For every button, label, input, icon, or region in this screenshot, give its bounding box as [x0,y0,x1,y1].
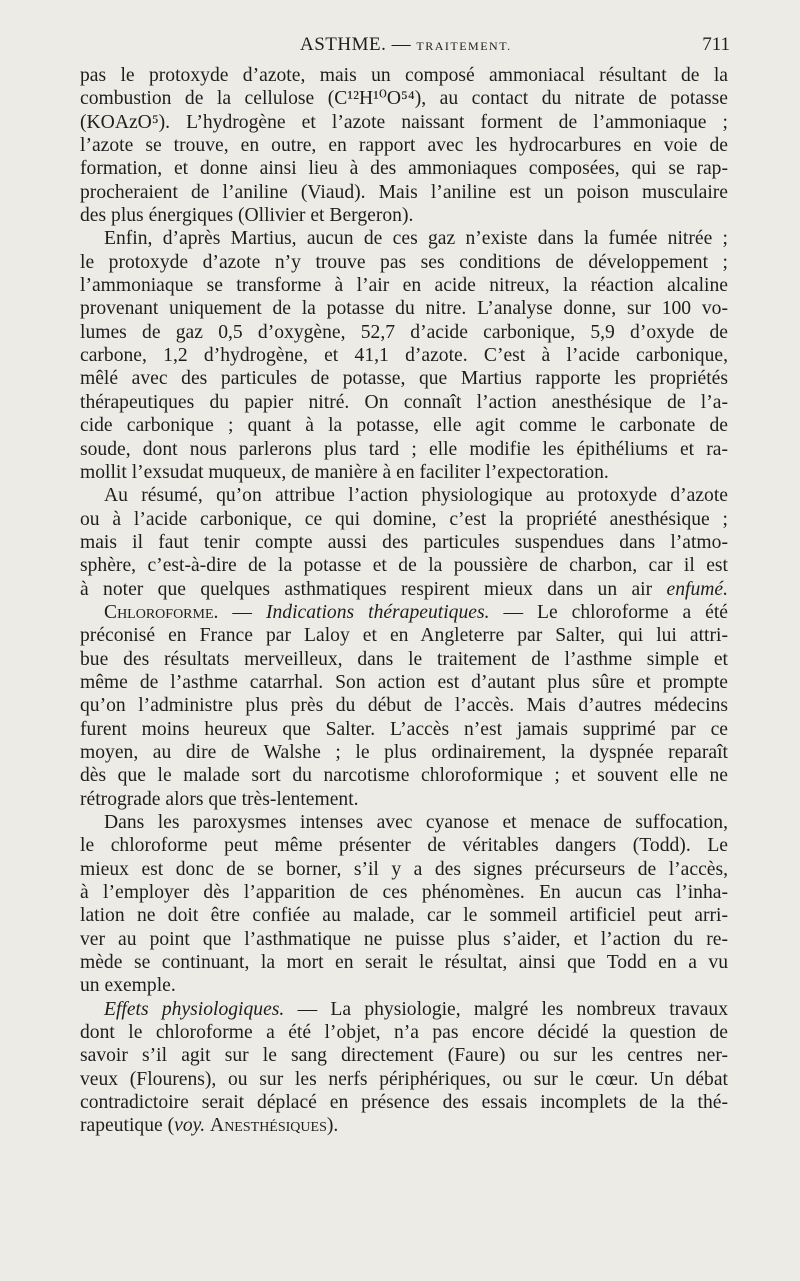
text-line: mais il faut tenir compte aussi des particules suspendues dans l’atmo- [80,531,728,553]
text-line: l’ammoniaque se transforme à l’air en acide nitreux, la réaction alcaline [80,275,728,297]
text-line: des plus énergiques (Ollivier et Bergeron). [80,205,414,227]
text-run: — Le chloroforme a été [489,601,728,623]
text-line: un exemple. [80,975,176,997]
text-line: Au résumé, qu’on attribue l’action physiologique au protoxyde d’azote [104,485,728,507]
text-line: soude, dont nous parlerons plus tard ; elle modifie les épithéliums et ra- [80,438,728,460]
page-body [80,64,728,1138]
text-line: ou à l’acide carbonique, ce qui domine, c’est la propriété anesthésique ; [80,508,728,530]
text-line: Dans les paroxysmes intenses avec cyanose et menace de suffocation, [104,812,728,833]
text-line: mède se continuant, la mort en serait le résultat, ainsi que Todd en a vu [80,952,728,974]
running-title [300,34,512,56]
text-line: furent moins heureux que Salter. L’accès n’est jamais supprimé par ce [80,718,728,740]
text-line: savoir s’il agit sur le sang directement (Faure) ou sur les centres ner- [80,1045,728,1067]
title-main: ASTHME. [300,34,387,55]
subsection-heading: Indications thérapeutiques. [265,601,490,623]
paragraph-3 [80,484,728,601]
text-run: ). [326,1115,339,1137]
title-sub: TRAITEMENT. [416,39,512,53]
text-line: moyen, au dire de Walshe ; le plus ordinairement, la dyspnée reparaît [80,741,728,763]
text-line: dont le chloroforme a été l’objet, n’a pas encore décidé la question de [80,1022,728,1044]
text-line [80,578,728,601]
italic-word: voy. [174,1115,206,1137]
cross-reference: Anesthésiques [210,1115,327,1137]
text-line: Enfin, d’après Martius, aucun de ces gaz n’existe dans la fumée nitrée ; [104,228,728,250]
text-line: mollit l’exsudat muqueux, de manière à en faciliter l’expectoration. [80,461,609,483]
text-line: préconisé en France par Laloy et en Angleterre par Salter, qui lui attri- [80,625,728,647]
section-heading: Chloroforme. [104,601,219,623]
paragraph-2 [80,227,728,484]
paragraph-effets [80,998,728,1138]
text-line: bue des résultats merveilleux, dans le traitement de l’asthme simple et [80,648,728,670]
text-line: le chloroforme peut même présenter de véritables dangers (Todd). Le [80,835,728,857]
paragraph-5 [80,811,728,998]
text-line: (KOAzO⁵). L’hydrogène et l’azote naissant forment de l’ammoniaque ; [80,111,728,133]
text-line: contradictoire serait déplacé en présence des essais incomplets de la thé- [80,1092,728,1114]
text-line: dès que le malade sort du narcotisme chloroformique ; et souvent elle ne [80,765,728,787]
text-line: mieux est donc de se borner, s’il y a des signes précurseurs de l’accès, [80,858,728,880]
dash: — [218,601,266,623]
text-line: à l’employer dès l’apparition de ces phénomènes. En aucun cas l’inha- [80,882,728,904]
text-line: qu’on l’administre plus près du début de l’accès. Mais d’autres médecins [80,695,728,717]
text-line: rétrograde alors que très-lentement. [80,788,359,810]
text-line: sphère, c’est-à-dire de la potasse et de la poussière de charbon, car il est [80,555,728,577]
text-line [80,1114,728,1137]
text-line: même de l’asthme catarrhal. Son action est d’autant plus sûre et prompte [80,671,728,693]
text-line: provenant uniquement de la potasse du nitre. L’analyse donne, sur 100 vo- [80,298,728,320]
title-separator: — [386,34,417,55]
text-line: thérapeutiques du papier nitré. On connaît l’action anesthésique de l’a- [80,391,728,413]
text-run: — La physiologie, malgré les nombreux travaux [284,998,728,1020]
text-run: à noter que quelques asthmatiques respirent mieux dans un air [80,578,653,600]
text-line: lation ne doit être confiée au malade, car le sommeil artificiel peut arri- [80,905,728,927]
text-line: lumes de gaz 0,5 d’oxygène, 52,7 d’acide carbonique, 5,9 d’oxyde de [80,321,728,343]
text-line: le protoxyde d’azote n’y trouve pas ses conditions de développement ; [80,251,728,273]
text-line: pas le protoxyde d’azote, mais un composé ammoniacal résultant de la [80,65,728,86]
text-line: cide carbonique ; quant à la potasse, elle agit comme le carbonate de [80,415,728,437]
text-line: formation, et donne ainsi lieu à des ammoniaques composées, qui se rap- [80,158,728,180]
text-line: carbone, 1,2 d’hydrogène, et 41,1 d’azote. C’est à l’acide carbonique, [80,345,728,367]
text-line: ver au point que l’asthmatique ne puisse plus s’aider, et l’action du re- [80,928,728,950]
running-header [80,34,730,60]
text-line: mêlé avec des particules de potasse, que Martius rapporte les propriétés [80,368,728,390]
page-number: 711 [702,34,730,55]
italic-word: enfumé. [666,578,729,600]
section-lead-line [80,998,728,1021]
subsection-heading: Effets physiologiques. [104,998,285,1020]
text-line: veux (Flourens), ou sur les nerfs périphériques, ou sur le cœur. Un débat [80,1068,728,1090]
section-lead-line [80,601,728,624]
text-line: l’azote se trouve, en outre, en rapport avec les hydrocarbures en voie de [80,135,728,157]
text-line: combustion de la cellulose (C¹²H¹⁰O⁵⁴), au contact du nitrate de potasse [80,88,728,110]
text-run: rapeutique ( [80,1115,175,1137]
paragraph-1 [80,64,728,227]
paragraph-chloroforme [80,601,728,811]
text-line: procheraient de l’aniline (Viaud). Mais l’aniline est un poison musculaire [80,181,728,203]
